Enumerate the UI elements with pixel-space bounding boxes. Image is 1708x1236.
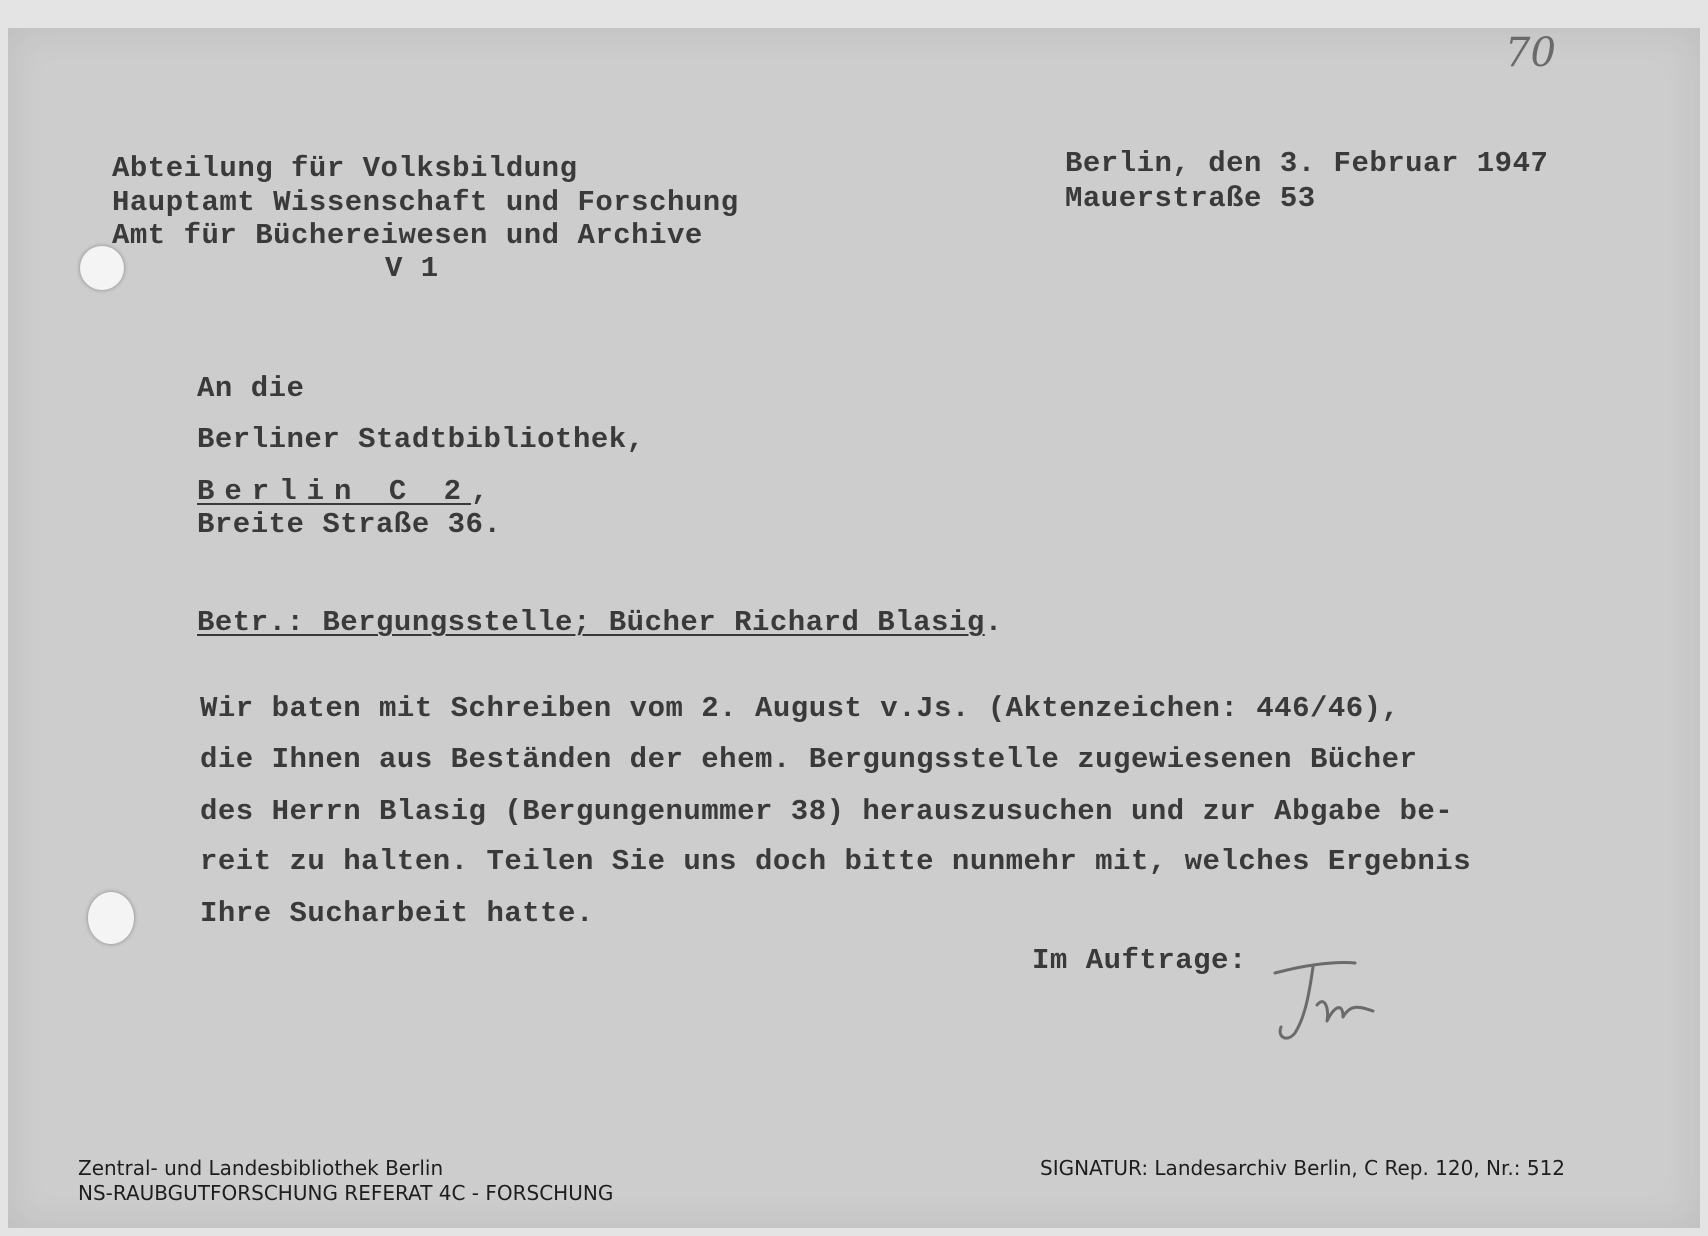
sender-address: Mauerstraße 53 [1065, 182, 1316, 215]
sender-department: Abteilung für Volksbildung [112, 152, 578, 185]
sender-office: Hauptamt Wissenschaft und Forschung [112, 186, 739, 219]
subject-text: Betr.: Bergungsstelle; Bücher Richard Blasig [197, 606, 985, 639]
archive-signature: SIGNATUR: Landesarchiv Berlin, C Rep. 120, Nr.: 512 [1040, 1156, 1566, 1180]
recipient-salutation: An die [197, 372, 305, 405]
body-line: reit zu halten. Teilen Sie uns doch bitte nunmehr mit, welches Ergebnis [200, 845, 1472, 878]
body-line: die Ihnen aus Beständen der ehem. Bergungsstelle zugewiesenen Bücher [200, 743, 1418, 776]
archive-footer-left [78, 1156, 613, 1206]
body-line: des Herrn Blasig (Bergungenummer 38) herauszusuchen und zur Abgabe be- [200, 795, 1454, 828]
body-line: Ihre Sucharbeit hatte. [200, 897, 594, 930]
closing-phrase: Im Auftrage: [1032, 944, 1247, 977]
page-number: 70 [1505, 30, 1556, 76]
punch-hole-bottom [88, 892, 134, 944]
handwritten-signature [1265, 955, 1385, 1055]
sender-unit: Amt für Büchereiwesen und Archive [112, 219, 703, 252]
recipient-city-line [197, 475, 489, 509]
body-line: Wir baten mit Schreiben vom 2. August v.Js. (Aktenzeichen: 446/46), [200, 692, 1400, 725]
recipient-street: Breite Straße 36. [197, 508, 502, 541]
letter-date: Berlin, den 3. Februar 1947 [1065, 147, 1549, 180]
recipient-city-comma: , [471, 475, 489, 508]
recipient-name: Berliner Stadtbibliothek, [197, 423, 645, 456]
recipient-city: Berlin C 2 [197, 475, 472, 508]
subject-line [197, 606, 1003, 640]
footer-library: Zentral- und Landesbibliothek Berlin [78, 1156, 444, 1180]
subject-period: . [984, 606, 1003, 639]
sender-reference: V 1 [385, 252, 439, 285]
footer-department: NS-RAUBGUTFORSCHUNG REFERAT 4C - FORSCHUNG [78, 1181, 614, 1205]
